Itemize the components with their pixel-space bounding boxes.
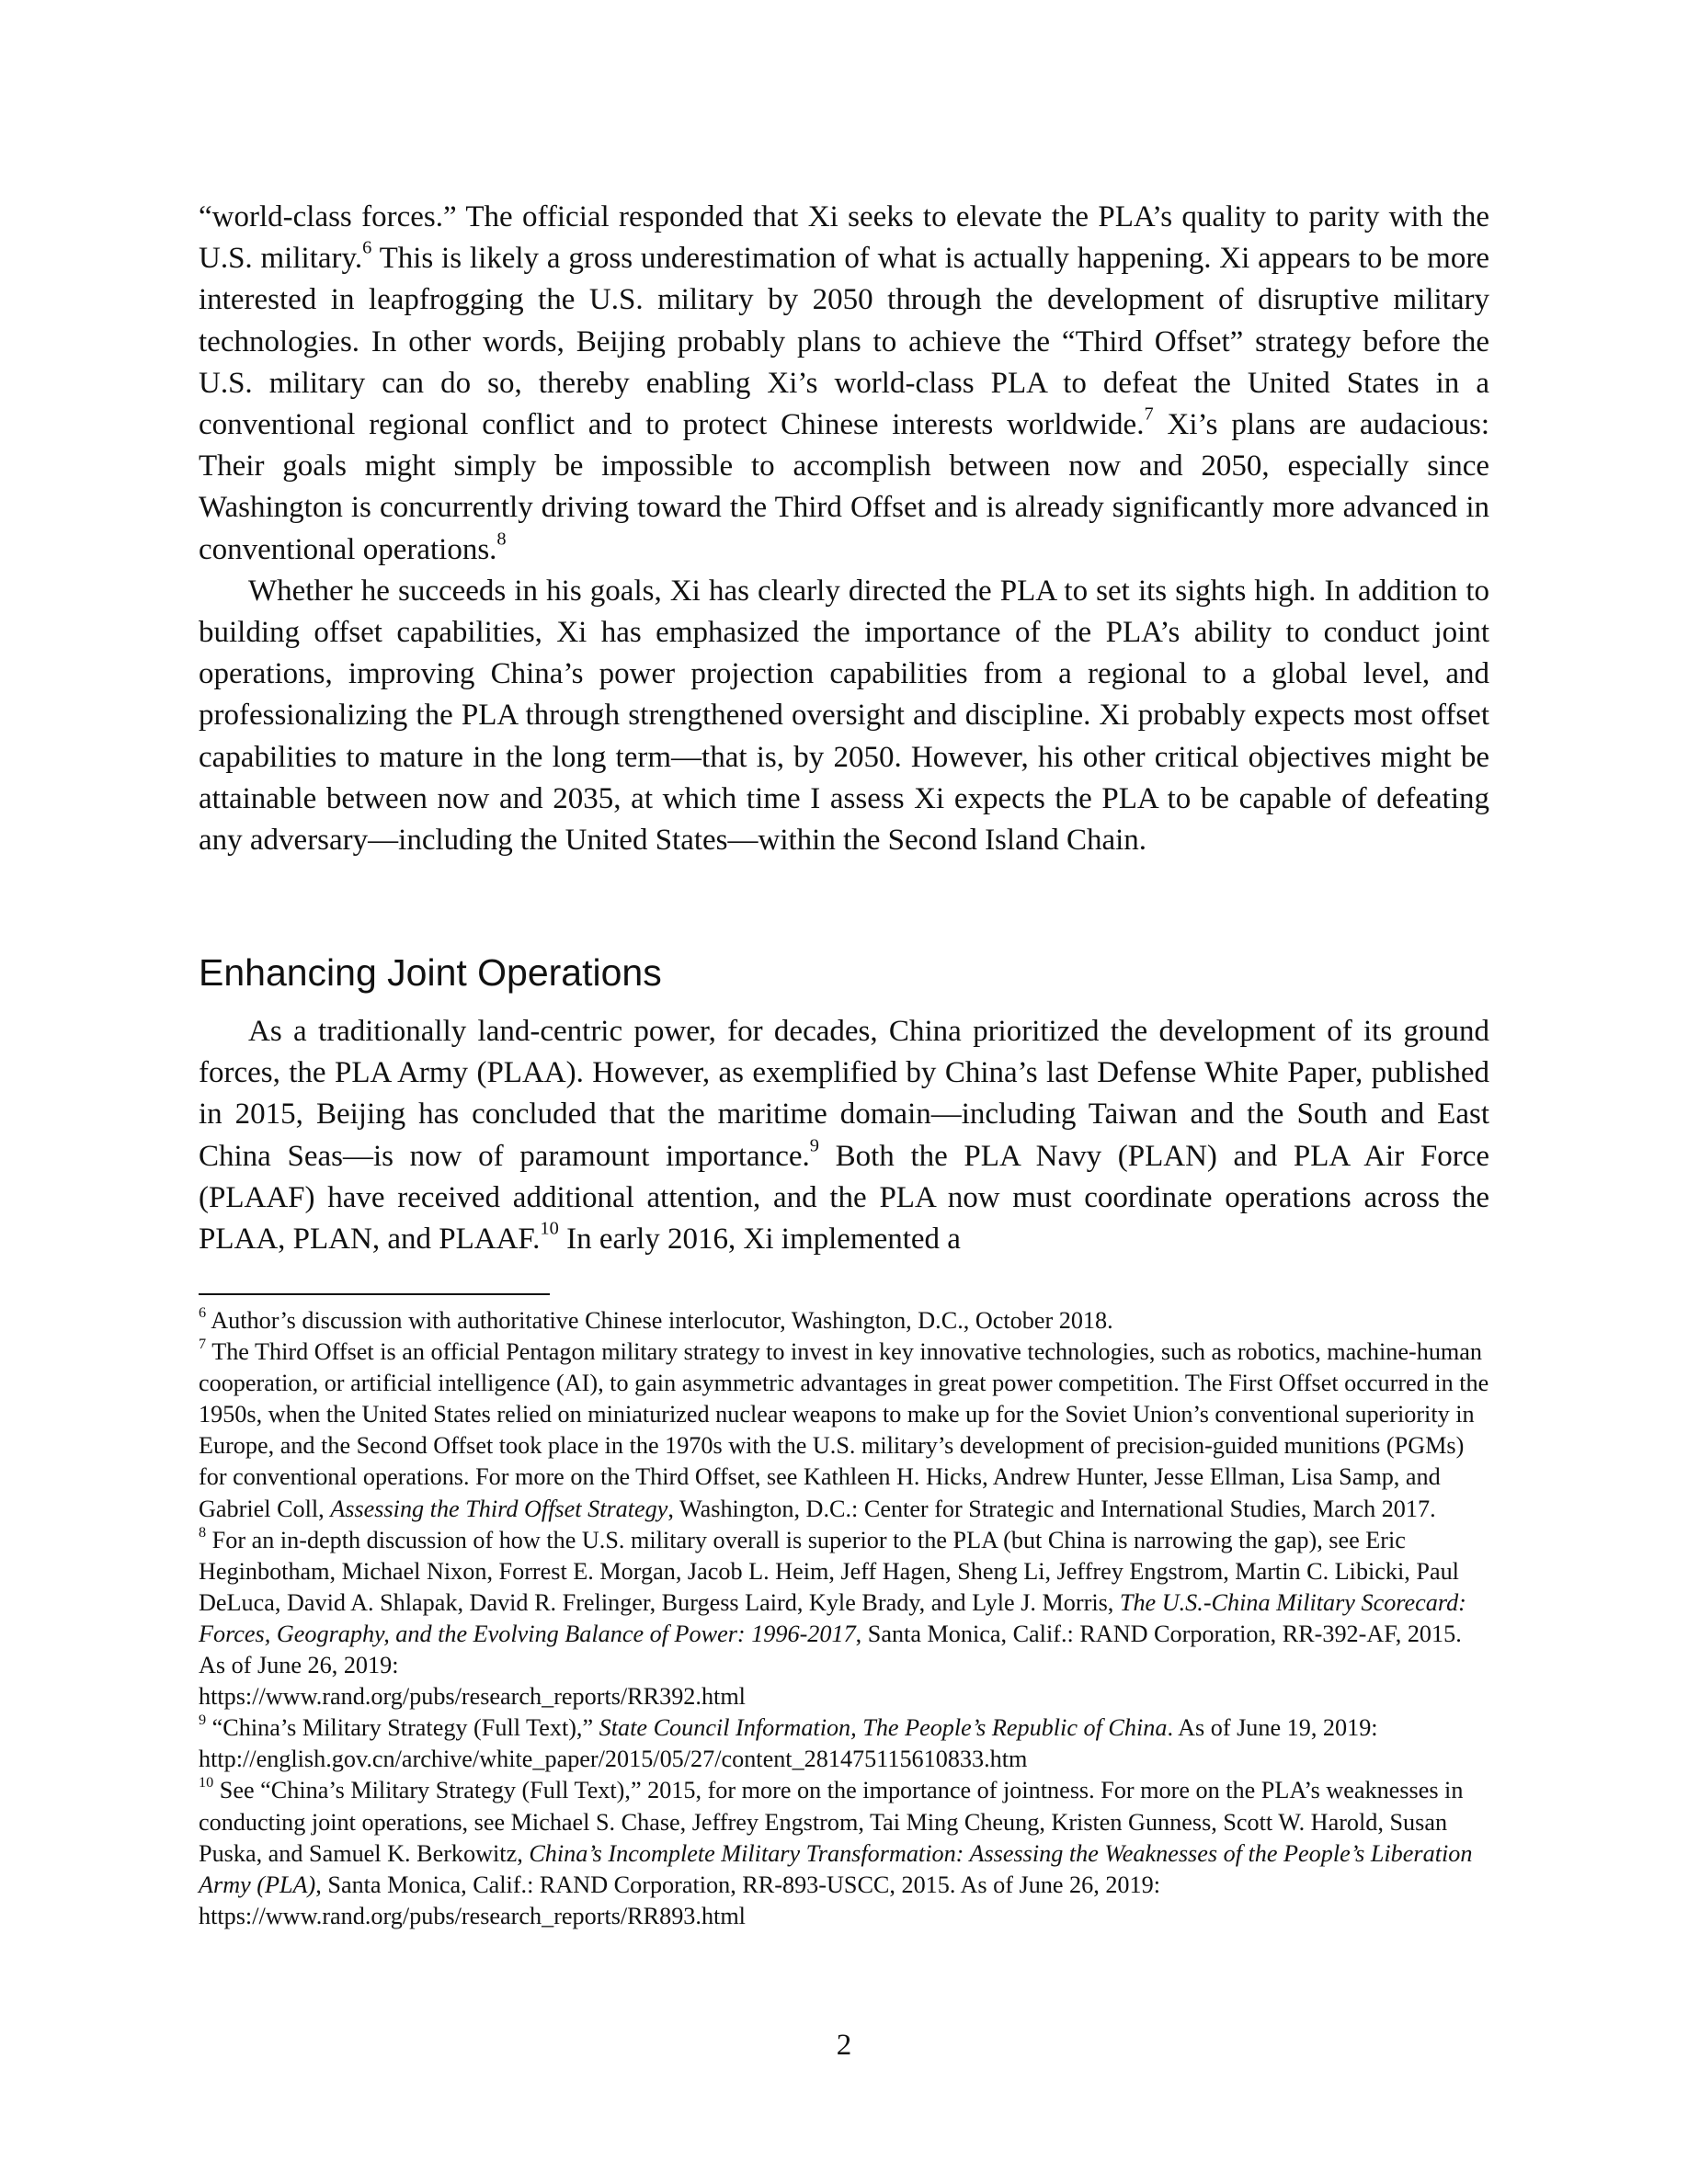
page-number: 2	[836, 2029, 852, 2062]
footnote-ref-6[interactable]: 6	[362, 237, 372, 258]
paragraph-3-text-b: Both the PLA Navy (PLAN) and PLA Air Force (PLAAF) have received additional attention, and the PLA now must coordinate operations across the PLAA, PLAN, and PLAAF.	[199, 1139, 1490, 1257]
footnote-8-after: , Santa Monica, Calif.: RAND Corporation, RR-392-AF, 2015. As of June 26, 2019:	[199, 1620, 1462, 1679]
paragraph-1-text-b: This is likely a gross underestimation of what is actually happening. Xi appears to be more interested in leapfrogging the U.S. military by 2050 through the development of disruptive military technologies. In other words, Beijing probably plans to achieve the “Third Offset” strategy before the U.S. military can do so, thereby enabling Xi’s world-class PLA to defeat the United States in a conventional regional conflict and to protect Chinese interests worldwide.	[199, 242, 1489, 442]
footnote-6-text: Author’s discussion with authoritative Chinese interlocutor, Washington, D.C., October 2018.	[206, 1307, 1113, 1334]
footnote-10-text: See “China’s Military Strategy (Full Text),” 2015, for more on the importance of jointness. For more on the PLA’s weaknesses in conducting joint operations, see Michael S. Chase, Jeffrey Engstrom, Tai Ming Cheung, Kristen Gunness, Scott W. Harold, Susan Puska, and Samuel K. Berkowitz,	[199, 1777, 1464, 1867]
footnote-9	[199, 1712, 1489, 1775]
footnote-7-title: Assessing the Third Offset Strategy	[330, 1495, 668, 1522]
paragraph-3-text-c: In early 2016, Xi implemented a	[558, 1223, 961, 1257]
footnote-6-number: 6	[199, 1303, 207, 1321]
paragraph-3	[199, 1011, 1489, 1260]
footnote-6	[199, 1305, 1489, 1337]
footnote-7-number: 7	[199, 1335, 207, 1352]
footnote-9-text: “China’s Military Strategy (Full Text),”	[206, 1714, 599, 1742]
body-text-lower	[199, 1011, 1489, 1260]
paragraph-1-text-c: Xi’s plans are audacious: Their goals might simply be impossible to accomplish between now and 2050, especially since Washington is concurrently driving toward the Third Offset and is already significantly more advanced in conventional operations.	[199, 408, 1490, 566]
footnote-8-url[interactable]: https://www.rand.org/pubs/research_reports/RR392.html	[199, 1683, 746, 1711]
footnote-9-after: . As of June 19, 2019: http://english.gov.cn/archive/white_paper/2015/05/27/content_281475115610833.htm	[199, 1714, 1378, 1773]
footnote-ref-7[interactable]: 7	[1144, 404, 1154, 425]
footnote-ref-10[interactable]: 10	[540, 1218, 559, 1239]
body-text-upper	[199, 197, 1489, 861]
section-heading: Enhancing Joint Operations	[199, 951, 662, 994]
footnote-ref-8[interactable]: 8	[496, 529, 507, 550]
footnotes	[199, 1305, 1489, 1932]
footnote-10-number: 10	[199, 1774, 214, 1792]
footnote-separator	[199, 1293, 550, 1295]
footnote-8-text: For an in-depth discussion of how the U.S. military overall is superior to the PLA (but China is narrowing the gap), see Eric Heginbotham, Michael Nixon, Forrest E. Morgan, Jacob L. Heim, Jeff Hagen, Sheng Li, Jeffrey Engstrom, Martin C. Libicki, Paul DeLuca, David A. Shlapak, David R. Frelinger, Burgess Laird, Kyle Brady, and Lyle J. Morris,	[199, 1526, 1459, 1616]
footnote-8-number: 8	[199, 1523, 207, 1541]
footnote-9-title: State Council Information, The People’s Republic of China	[599, 1714, 1168, 1742]
footnote-7-text: The Third Offset is an official Pentagon military strategy to invest in key innovative technologies, such as robotics, machine-human cooperation, or artificial intelligence (AI), to gain asymmetric advantages in great power competition. The First Offset occurred in the 1950s, when the United States relied on miniaturized nuclear weapons to make up for the Soviet Union’s conventional superiority in Europe, and the Second Offset took place in the 1970s with the U.S. military’s development of precision-guided munitions (PGMs) for conventional operations. For more on the Third Offset, see Kathleen H. Hicks, Andrew Hunter, Jesse Ellman, Lisa Samp, and Gabriel Coll,	[199, 1338, 1489, 1522]
footnote-8-title: The U.S.-China Military Scorecard: Forces, Geography, and the Evolving Balance of Power: 1996-2017	[199, 1588, 1466, 1647]
footnote-7	[199, 1337, 1489, 1525]
footnote-ref-9[interactable]: 9	[809, 1135, 819, 1156]
footnote-10-title: China’s Incomplete Military Transformation: Assessing the Weaknesses of the People’s Liberation Army (PLA)	[199, 1839, 1473, 1898]
paragraph-1-text-a: “world-class forces.” The official responded that Xi seeks to elevate the PLA’s quality to parity with the U.S. military.	[199, 200, 1489, 276]
footnote-10-after: , Santa Monica, Calif.: RAND Corporation, RR-893-USCC, 2015. As of June 26, 2019: https://www.rand.org/pubs/research_reports/RR893.html	[199, 1871, 1160, 1929]
footnote-7-after: , Washington, D.C.: Center for Strategic and International Studies, March 2017.	[667, 1495, 1436, 1522]
paragraph-3-text-a: As a traditionally land-centric power, for decades, China prioritized the development of its ground forces, the PLA Army (PLAA). However, as exemplified by China’s last Defense White Paper, published in 2015, Beijing has concluded that the maritime domain—including Taiwan and the South and East China Seas—is now of paramount importance.	[199, 1015, 1489, 1173]
paragraph-1	[199, 197, 1489, 571]
footnote-8	[199, 1525, 1489, 1713]
paragraph-2: Whether he succeeds in his goals, Xi has clearly directed the PLA to set its sights high. In addition to building offset capabilities, Xi has emphasized the importance of the PLA’s ability to conduct joint operations, improving China’s power projection capabilities from a regional to a global level, and professionalizing the PLA through strengthened oversight and discipline. Xi probably expects most offset capabilities to mature in the long term—that is, by 2050. However, his other critical objectives might be attainable between now and 2035, at which time I assess Xi expects the PLA to be capable of defeating any adversary—including the United States—within the Second Island Chain.	[199, 574, 1489, 858]
footnote-10	[199, 1775, 1489, 1931]
footnote-9-number: 9	[199, 1712, 207, 1729]
